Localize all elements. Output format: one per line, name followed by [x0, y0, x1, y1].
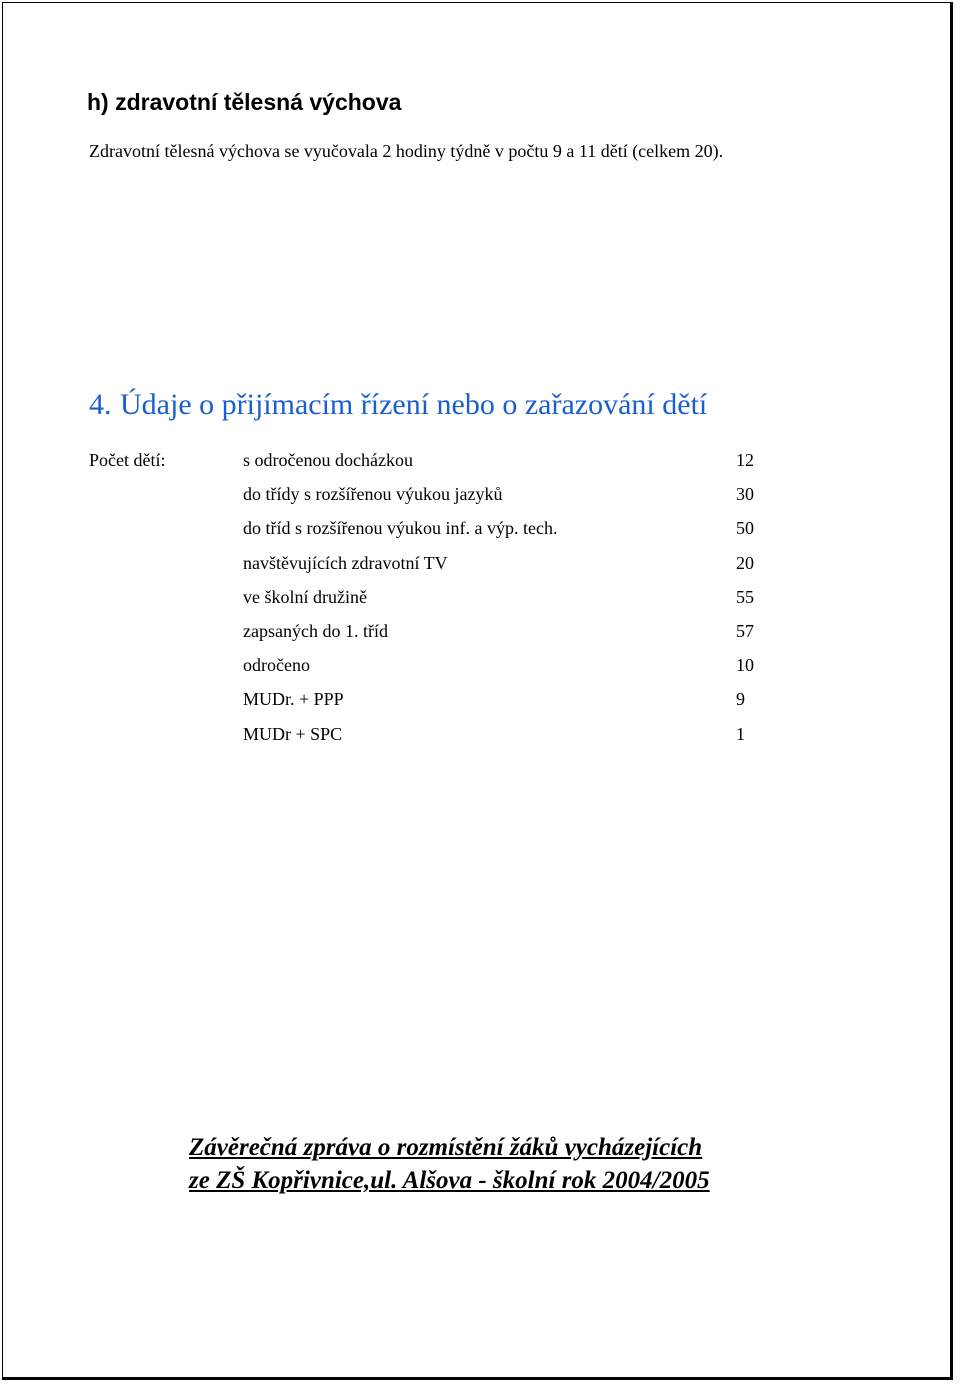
- row-value: 55: [736, 586, 754, 607]
- footer-line-2: ze ZŠ Kopřivnice,ul. Alšova - školní rok 2004/2005: [189, 1167, 710, 1194]
- table-row: [243, 518, 803, 552]
- row-value: 12: [736, 450, 754, 470]
- row-label: MUDr + SPC: [243, 723, 343, 744]
- row-label: MUDr. + PPP: [243, 689, 344, 710]
- table-row: [243, 724, 803, 758]
- document-page: [2, 2, 953, 1380]
- row-label: ve školní družině: [243, 586, 367, 607]
- row-label: do třídy s rozšířenou výukou jazyků: [243, 484, 503, 505]
- row-value: 9: [736, 689, 745, 710]
- row-label: navštěvujících zdravotní TV: [243, 552, 448, 573]
- row-value: 50: [736, 518, 754, 539]
- report-footer-title: [189, 1131, 789, 1197]
- row-label: s odročenou docházkou: [243, 450, 413, 470]
- row-value: 57: [736, 620, 754, 641]
- row-value: 10: [736, 655, 754, 676]
- row-value: 20: [736, 552, 754, 573]
- table-row: [243, 655, 803, 689]
- row-label: zapsaných do 1. tříd: [243, 620, 388, 641]
- enrollment-table: [243, 450, 803, 758]
- table-row: [243, 484, 803, 518]
- count-label: Počet dětí:: [89, 450, 166, 470]
- row-label: do tříd s rozšířenou výukou inf. a výp. tech.: [243, 518, 558, 539]
- chapter-title-text: Údaje o přijímacím řízení nebo o zařazování dětí: [120, 388, 708, 421]
- chapter-title: [89, 388, 707, 422]
- section-heading: h) zdravotní tělesná výchova: [87, 89, 402, 115]
- row-value: 30: [736, 484, 754, 505]
- row-label: odročeno: [243, 655, 310, 676]
- table-row: [243, 553, 803, 587]
- table-row: [243, 450, 803, 484]
- chapter-number: 4.: [89, 388, 112, 421]
- table-row: [243, 587, 803, 621]
- footer-line-1: Závěrečná zpráva o rozmístění žáků vycházejících: [189, 1134, 703, 1161]
- table-row: [243, 621, 803, 655]
- row-value: 1: [736, 723, 745, 744]
- section-paragraph: Zdravotní tělesná výchova se vyučovala 2 hodiny týdně v počtu 9 a 11 dětí (celkem 20).: [89, 141, 724, 161]
- table-row: [243, 689, 803, 723]
